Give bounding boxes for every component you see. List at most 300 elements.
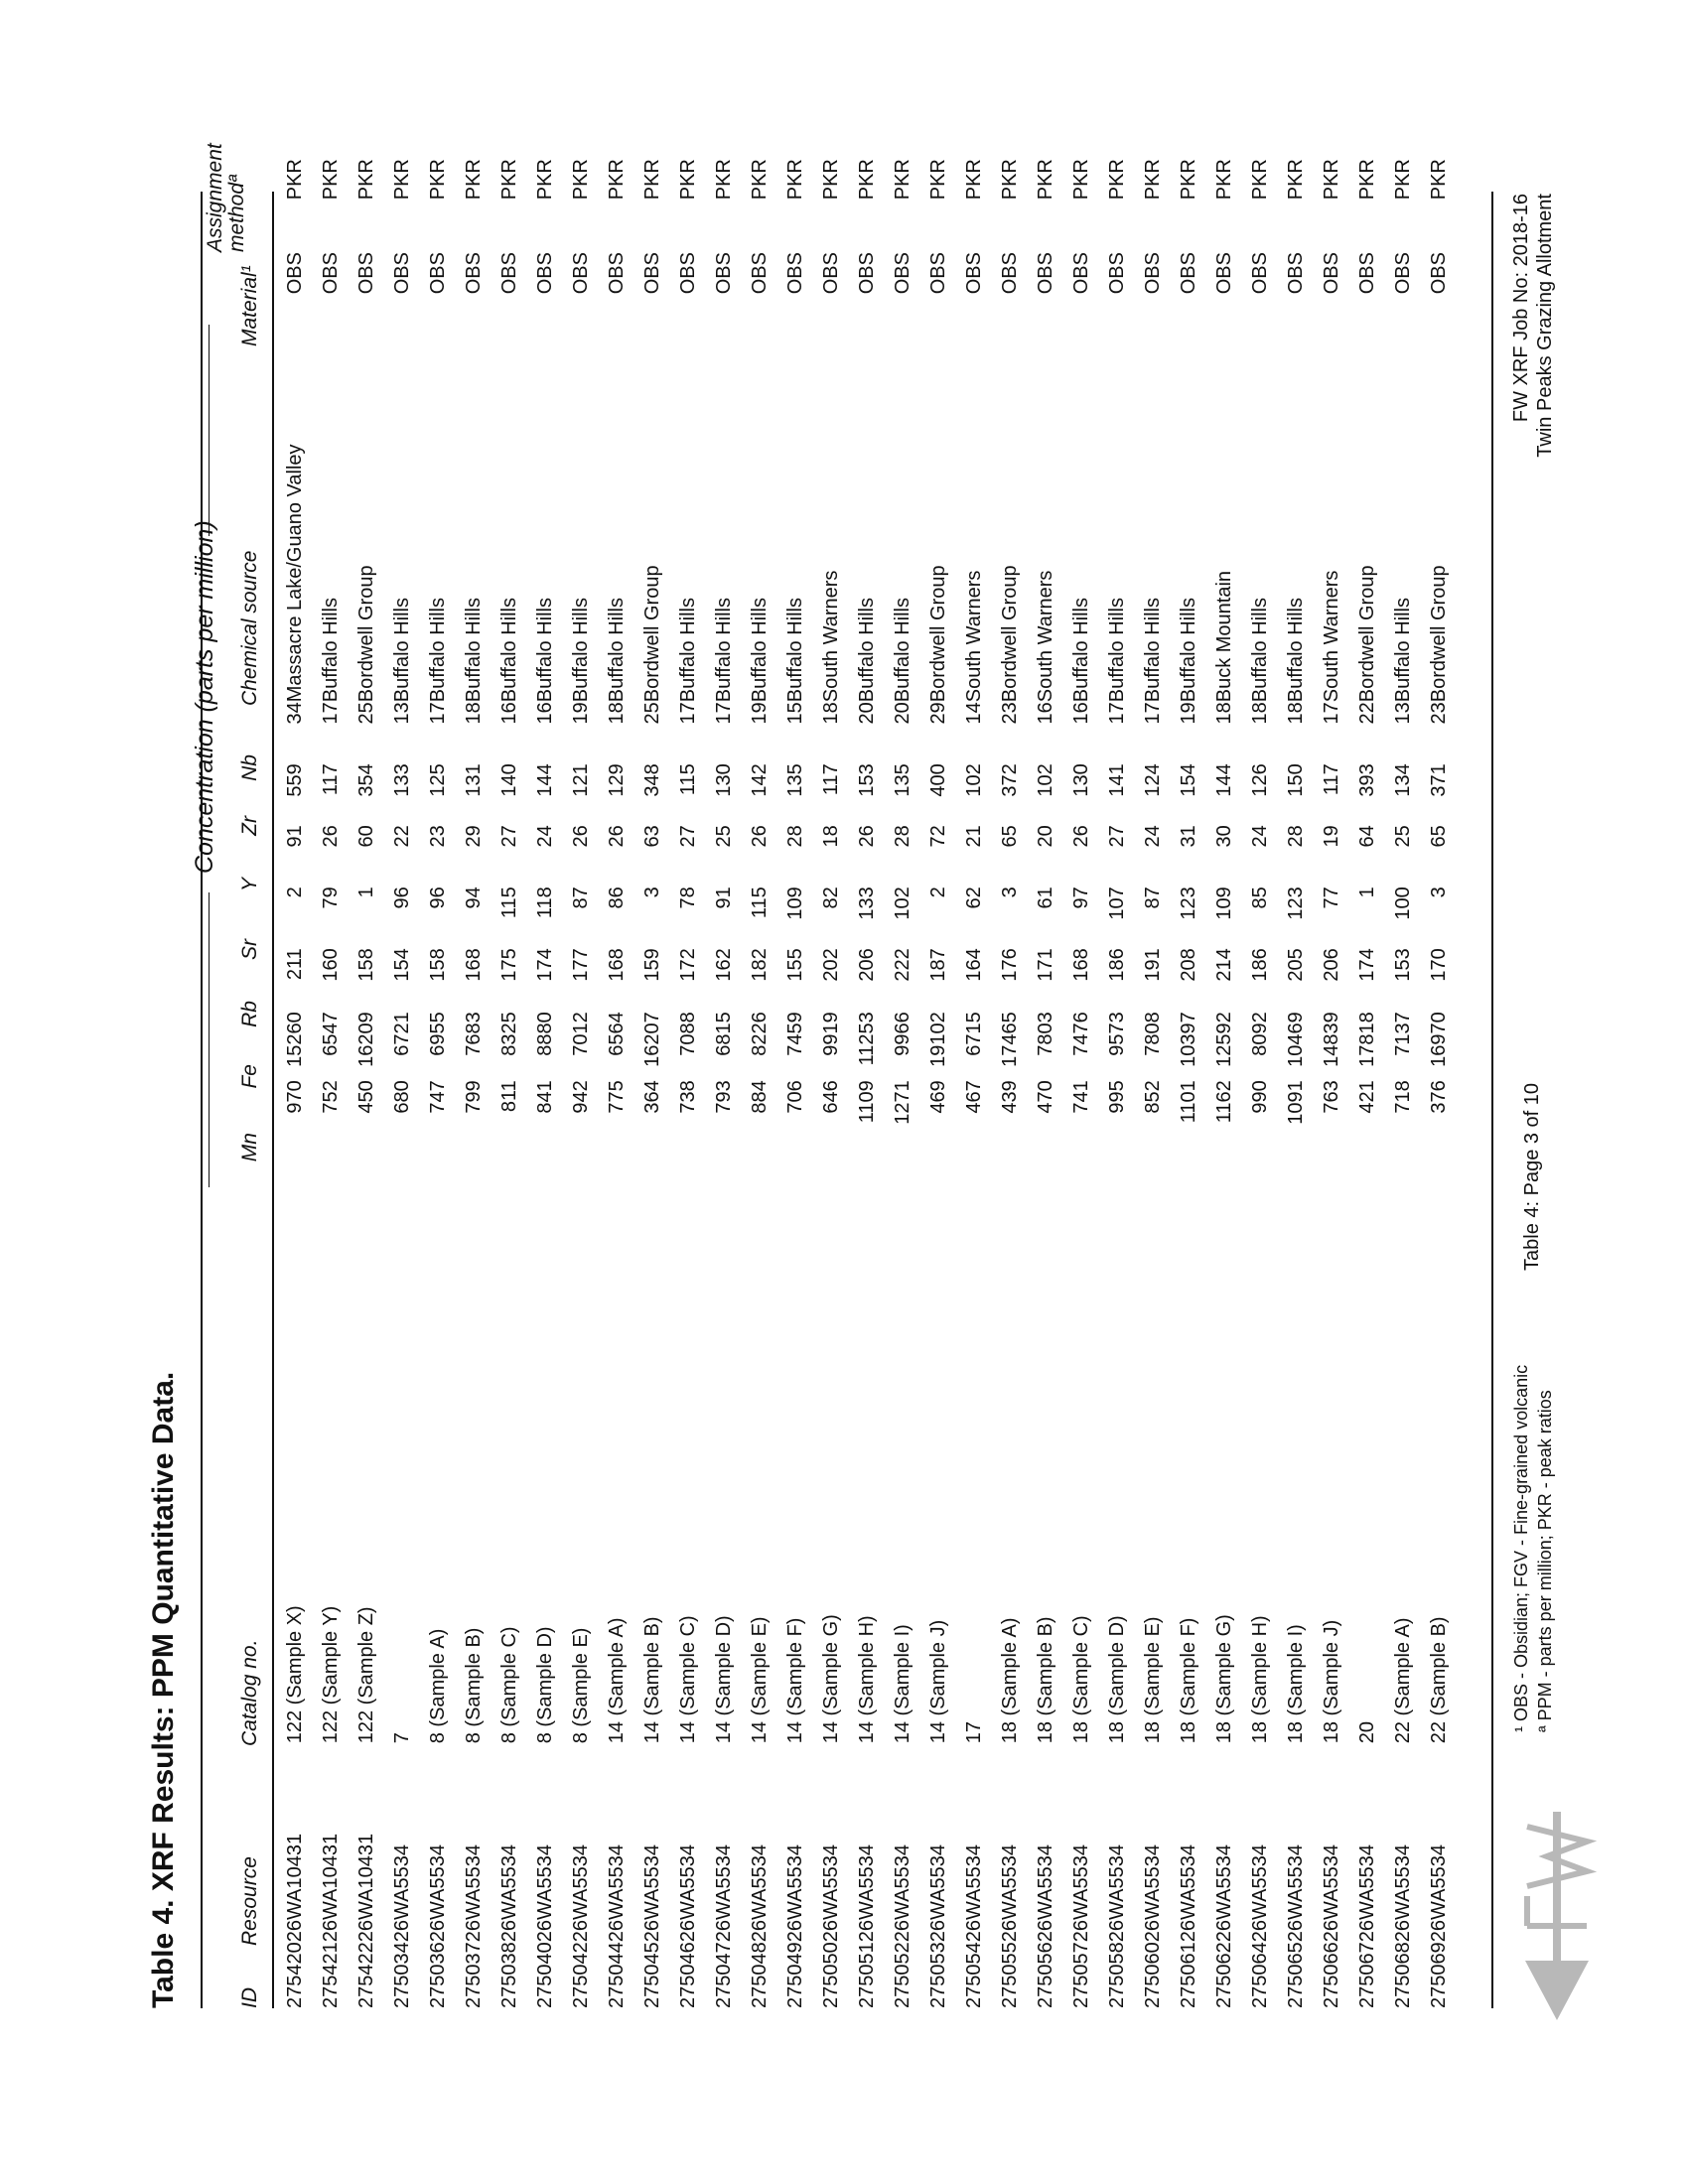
cell-fe: 6815: [712, 1012, 735, 1056]
cell-material: OBS: [1105, 252, 1128, 295]
cell-chemical-source: Buffalo Hills: [569, 598, 592, 703]
cell-material: OBS: [676, 252, 699, 295]
cell-zr: 125: [426, 763, 449, 797]
table-row: [1314, 140, 1349, 2008]
cell-catalog: 18 (Sample D): [1105, 1615, 1128, 1744]
cell-sr: 1: [354, 887, 377, 898]
cell-assignment-method: PKR: [1069, 159, 1092, 201]
table-row: [885, 140, 920, 2008]
cell-zr: 142: [748, 763, 771, 797]
header-resource: Resource: [238, 1856, 261, 1946]
cell-assignment-method: PKR: [283, 159, 306, 201]
cell-id: 275042: [569, 1942, 592, 2008]
cell-rb: 214: [1212, 948, 1235, 982]
cell-zr: 153: [855, 763, 878, 797]
cell-catalog: 18 (Sample A): [998, 1617, 1021, 1744]
cell-sr: 87: [569, 887, 592, 909]
cell-id: 275045: [640, 1942, 663, 2008]
cell-mn: 1109: [855, 1080, 878, 1124]
table-row: [992, 140, 1028, 2008]
cell-chemical-source: Buck Mountain: [1212, 570, 1235, 703]
cell-y: 25: [712, 825, 735, 848]
cell-mn: 718: [1391, 1080, 1414, 1114]
cell-catalog: 18 (Sample J): [1320, 1619, 1342, 1744]
cell-id: 275053: [926, 1942, 949, 2008]
cell-chemical-source: Buffalo Hills: [855, 598, 878, 703]
cell-catalog: 14 (Sample F): [783, 1617, 806, 1744]
table-row: [563, 140, 599, 2008]
cell-sr: 61: [1034, 887, 1056, 909]
cell-assignment-method: PKR: [1105, 159, 1128, 201]
cell-id: 275051: [855, 1942, 878, 2008]
top-rule: [201, 192, 203, 2008]
cell-catalog: 18 (Sample G): [1212, 1614, 1235, 1744]
cell-material: OBS: [926, 252, 949, 295]
cell-assignment-method: PKR: [1427, 159, 1450, 201]
cell-nb: 22: [1355, 702, 1378, 725]
table-row: [1206, 140, 1242, 2008]
cell-material: OBS: [712, 252, 735, 295]
cell-catalog: 18 (Sample B): [1034, 1616, 1056, 1744]
cell-mn: 738: [676, 1080, 699, 1114]
cell-id: 275046: [676, 1942, 699, 2008]
cell-sr: 96: [390, 887, 413, 909]
cell-sr: 2: [926, 887, 949, 898]
header-id: ID: [238, 1987, 261, 2008]
cell-mn: 680: [390, 1080, 413, 1114]
table-row: [813, 140, 849, 2008]
cell-assignment-method: PKR: [1177, 159, 1199, 201]
cell-zr: 124: [1141, 763, 1164, 797]
cell-fe: 16209: [354, 1012, 377, 1067]
cell-nb: 13: [390, 702, 413, 725]
cell-assignment-method: PKR: [1391, 159, 1414, 201]
table-row: [670, 140, 706, 2008]
cell-y: 30: [1212, 825, 1235, 848]
cell-resource: 26WA5534: [998, 1844, 1021, 1943]
cell-material: OBS: [1069, 252, 1092, 295]
cell-y: 27: [497, 825, 520, 848]
cell-y: 26: [748, 825, 771, 848]
cell-catalog: 14 (Sample H): [855, 1615, 878, 1744]
cell-y: 27: [1105, 825, 1128, 848]
table-row: [956, 140, 992, 2008]
cell-chemical-source: Buffalo Hills: [533, 598, 556, 703]
cell-y: 18: [819, 825, 842, 848]
cell-catalog: 14 (Sample E): [748, 1616, 771, 1744]
fw-logo: [1517, 1772, 1597, 2020]
logo-arrow-left: [1525, 1961, 1589, 2020]
cell-catalog: 8 (Sample A): [426, 1628, 449, 1744]
header-sr: Sr: [238, 939, 261, 960]
cell-resource: 26WA5534: [1034, 1844, 1056, 1943]
cell-fe: 7808: [1141, 1012, 1164, 1056]
cell-assignment-method: PKR: [533, 159, 556, 201]
cell-sr: 107: [1105, 887, 1128, 920]
cell-catalog: 14 (Sample B): [640, 1616, 663, 1744]
cell-fe: 8880: [533, 1012, 556, 1056]
cell-fe: 7459: [783, 1012, 806, 1056]
cell-y: 65: [998, 825, 1021, 848]
cell-id: 275062: [1212, 1942, 1235, 2008]
cell-sr: 100: [1391, 887, 1414, 920]
cell-y: 29: [462, 825, 485, 848]
cell-catalog: 18 (Sample E): [1141, 1616, 1164, 1744]
cell-chemical-source: Buffalo Hills: [712, 598, 735, 703]
cell-id: 275421: [319, 1942, 342, 2008]
cell-resource: 26WA5534: [712, 1844, 735, 1943]
cell-zr: 141: [1105, 763, 1128, 797]
cell-rb: 222: [891, 948, 914, 982]
cell-y: 26: [569, 825, 592, 848]
cell-fe: 6721: [390, 1012, 413, 1056]
cell-resource: 26WA5534: [605, 1844, 628, 1943]
cell-mn: 469: [926, 1080, 949, 1114]
cell-zr: 372: [998, 763, 1021, 797]
cell-sr: 3: [998, 887, 1021, 898]
table-row: [706, 140, 742, 2008]
table-row: [420, 140, 456, 2008]
cell-nb: 17: [676, 702, 699, 725]
cell-rb: 205: [1284, 948, 1307, 982]
cell-assignment-method: PKR: [1212, 159, 1235, 201]
cell-nb: 18: [1212, 702, 1235, 725]
cell-fe: 16207: [640, 1012, 663, 1067]
cell-fe: 16970: [1427, 1012, 1450, 1067]
table-row: [456, 140, 492, 2008]
cell-material: OBS: [998, 252, 1021, 295]
cell-material: OBS: [891, 252, 914, 295]
cell-zr: 133: [390, 763, 413, 797]
cell-chemical-source: Bordwell Group: [1355, 565, 1378, 703]
cell-fe: 9966: [891, 1012, 914, 1056]
cell-sr: 2: [283, 887, 306, 898]
cell-chemical-source: Buffalo Hills: [462, 598, 485, 703]
cell-material: OBS: [426, 252, 449, 295]
cell-resource: 26WA10431: [283, 1833, 306, 1943]
cell-id: 275068: [1391, 1942, 1414, 2008]
cell-zr: 115: [676, 763, 699, 796]
cell-catalog: 18 (Sample C): [1069, 1615, 1092, 1744]
cell-rb: 186: [1105, 948, 1128, 982]
cell-zr: 102: [962, 763, 985, 797]
table-body: [277, 140, 1457, 2008]
cell-resource: 26WA5534: [1284, 1844, 1307, 1943]
cell-rb: 168: [605, 948, 628, 982]
cell-id: 275069: [1427, 1942, 1450, 2008]
cell-id: 275036: [426, 1942, 449, 2008]
cell-fe: 7137: [1391, 1012, 1414, 1056]
cell-nb: 18: [819, 702, 842, 725]
cell-material: OBS: [962, 252, 985, 295]
cell-mn: 775: [605, 1080, 628, 1114]
cell-catalog: 14 (Sample I): [891, 1624, 914, 1744]
cell-fe: 15260: [283, 1012, 306, 1067]
cell-sr: 78: [676, 887, 699, 909]
cell-nb: 19: [1177, 702, 1199, 725]
cell-resource: 26WA5534: [1069, 1844, 1092, 1943]
cell-id: 275038: [497, 1942, 520, 2008]
footer-job-number: FW XRF Job No: 2018-16: [1510, 194, 1532, 423]
cell-chemical-source: Buffalo Hills: [390, 598, 413, 703]
cell-material: OBS: [855, 252, 878, 295]
cell-sr: 3: [1427, 887, 1450, 898]
cell-material: OBS: [462, 252, 485, 295]
cell-resource: 26WA5534: [1212, 1844, 1235, 1943]
cell-rb: 211: [283, 948, 306, 981]
cell-zr: 126: [1248, 763, 1271, 797]
cell-zr: 400: [926, 763, 949, 797]
cell-chemical-source: Buffalo Hills: [1141, 598, 1164, 703]
cell-zr: 144: [1212, 763, 1235, 797]
cell-rb: 168: [462, 948, 485, 982]
cell-fe: 7683: [462, 1012, 485, 1056]
cell-catalog: 122 (Sample Z): [354, 1606, 377, 1744]
cell-zr: 371: [1427, 763, 1450, 797]
cell-sr: 62: [962, 887, 985, 909]
cell-zr: 117: [1320, 763, 1342, 796]
cell-fe: 10397: [1177, 1012, 1199, 1067]
header-rule: [272, 192, 274, 2008]
cell-zr: 348: [640, 763, 663, 797]
table-row: [599, 140, 634, 2008]
cell-mn: 990: [1248, 1080, 1271, 1114]
cell-chemical-source: Buffalo Hills: [1069, 598, 1092, 703]
cell-mn: 421: [1355, 1080, 1378, 1114]
cell-nb: 18: [462, 702, 485, 725]
cell-rb: 170: [1427, 948, 1450, 982]
cell-sr: 123: [1284, 887, 1307, 920]
cell-mn: 747: [426, 1080, 449, 1114]
cell-fe: 7476: [1069, 1012, 1092, 1056]
cell-id: 275044: [605, 1942, 628, 2008]
cell-material: OBS: [1355, 252, 1378, 295]
cell-mn: 811: [497, 1080, 520, 1113]
header-rb: Rb: [238, 1001, 261, 1027]
cell-zr: 131: [462, 763, 485, 797]
cell-material: OBS: [390, 252, 413, 295]
cell-material: OBS: [354, 252, 377, 295]
cell-mn: 467: [962, 1080, 985, 1114]
cell-chemical-source: Buffalo Hills: [1284, 598, 1307, 703]
cell-nb: 29: [926, 702, 949, 725]
cell-fe: 12592: [1212, 1012, 1235, 1067]
cell-mn: 752: [319, 1080, 342, 1114]
cell-id: 275054: [962, 1942, 985, 2008]
cell-id: 275048: [748, 1942, 771, 2008]
cell-sr: 115: [748, 887, 771, 919]
table-row: [1135, 140, 1171, 2008]
cell-catalog: 18 (Sample F): [1177, 1617, 1199, 1744]
cell-material: OBS: [1177, 252, 1199, 295]
cell-mn: 1101: [1177, 1080, 1199, 1124]
cell-id: 275420: [283, 1942, 306, 2008]
cell-resource: 26WA5534: [640, 1844, 663, 1943]
cell-resource: 26WA5534: [962, 1844, 985, 1943]
cell-material: OBS: [1212, 252, 1235, 295]
cell-catalog: 14 (Sample A): [605, 1617, 628, 1744]
cell-rb: 158: [354, 948, 377, 982]
header-assignment-line2: methodª: [225, 175, 248, 252]
cell-sr: 109: [783, 887, 806, 920]
cell-fe: 6547: [319, 1012, 342, 1056]
cell-id: 275067: [1355, 1942, 1378, 2008]
cell-mn: 763: [1320, 1080, 1342, 1114]
cell-y: 26: [319, 825, 342, 848]
cell-id: 275047: [712, 1942, 735, 2008]
cell-mn: 364: [640, 1080, 663, 1114]
cell-fe: 11253: [855, 1012, 878, 1066]
table-row: [1349, 140, 1385, 2008]
cell-zr: 559: [283, 763, 306, 797]
cell-nb: 17: [1320, 702, 1342, 725]
footnote-ppm: ª PPM - parts per million; PKR - peak ratios: [1535, 1390, 1555, 1732]
cell-chemical-source: Buffalo Hills: [1391, 598, 1414, 703]
cell-assignment-method: PKR: [1248, 159, 1271, 201]
footnotes: [1509, 1365, 1557, 1732]
cell-mn: 942: [569, 1080, 592, 1114]
cell-nb: 17: [426, 702, 449, 725]
cell-fe: 14839: [1320, 1012, 1342, 1067]
cell-fe: 17465: [998, 1012, 1021, 1067]
cell-rb: 175: [497, 948, 520, 982]
cell-assignment-method: PKR: [891, 159, 914, 201]
cell-zr: 154: [1177, 763, 1199, 797]
cell-y: 72: [926, 825, 949, 848]
cell-sr: 87: [1141, 887, 1164, 909]
cell-resource: 26WA5534: [1427, 1844, 1450, 1943]
cell-assignment-method: PKR: [497, 159, 520, 201]
cell-id: 275060: [1141, 1942, 1164, 2008]
cell-id: 275037: [462, 1942, 485, 2008]
cell-chemical-source: South Warners: [819, 570, 842, 703]
cell-nb: 20: [891, 702, 914, 725]
cell-material: OBS: [605, 252, 628, 295]
cell-fe: 8325: [497, 1012, 520, 1056]
cell-material: OBS: [748, 252, 771, 295]
cell-chemical-source: Buffalo Hills: [1177, 598, 1199, 703]
cell-mn: 884: [748, 1080, 771, 1114]
cell-chemical-source: South Warners: [1034, 570, 1056, 703]
cell-resource: 26WA10431: [354, 1833, 377, 1943]
cell-sr: 85: [1248, 887, 1271, 909]
cell-nb: 19: [569, 702, 592, 725]
cell-nb: 18: [1284, 702, 1307, 725]
cell-nb: 17: [1105, 702, 1128, 725]
concentration-label: Concentration (parts per million): [191, 520, 218, 874]
table-row: [527, 140, 563, 2008]
cell-id: 275066: [1320, 1942, 1342, 2008]
cell-zr: 129: [605, 763, 628, 797]
cell-material: OBS: [1141, 252, 1164, 295]
cell-id: 275064: [1248, 1942, 1271, 2008]
cell-assignment-method: PKR: [783, 159, 806, 201]
cell-zr: 144: [533, 763, 556, 797]
cell-catalog: 17: [962, 1721, 985, 1744]
cell-nb: 17: [1141, 702, 1164, 725]
cell-zr: 117: [319, 763, 342, 796]
cell-assignment-method: PKR: [1355, 159, 1378, 201]
cell-nb: 18: [605, 702, 628, 725]
cell-nb: 16: [533, 702, 556, 725]
cell-y: 63: [640, 825, 663, 848]
cell-material: OBS: [533, 252, 556, 295]
cell-resource: 26WA10431: [319, 1833, 342, 1943]
cell-rb: 174: [1355, 948, 1378, 982]
cell-nb: 23: [1427, 702, 1450, 725]
table-row: [277, 140, 313, 2008]
page-label: Table 4: Page 3 of 10: [1521, 1082, 1543, 1271]
header-catalog: Catalog no.: [238, 1639, 261, 1746]
footnote-material: ¹ OBS - Obsidian; FGV - Fine-grained volcanic: [1511, 1364, 1531, 1732]
cell-sr: 97: [1069, 887, 1092, 909]
cell-chemical-source: Buffalo Hills: [891, 598, 914, 703]
cell-y: 28: [783, 825, 806, 848]
cell-resource: 26WA5534: [819, 1844, 842, 1943]
cell-chemical-source: Bordwell Group: [354, 565, 377, 703]
cell-nb: 17: [712, 702, 735, 725]
cell-catalog: 14 (Sample C): [676, 1615, 699, 1744]
cell-rb: 208: [1177, 948, 1199, 982]
header-mn: Mn: [238, 1133, 261, 1162]
cell-y: 27: [676, 825, 699, 848]
table-row: [1099, 140, 1135, 2008]
cell-material: OBS: [1248, 252, 1271, 295]
footer-info: [1509, 194, 1557, 458]
cell-resource: 26WA5534: [676, 1844, 699, 1943]
cell-rb: 172: [676, 948, 699, 982]
cell-resource: 26WA5534: [748, 1844, 771, 1943]
cell-chemical-source: Buffalo Hills: [319, 598, 342, 703]
cell-nb: 18: [1248, 702, 1271, 725]
table-row: [1242, 140, 1278, 2008]
cell-nb: 23: [998, 702, 1021, 725]
cell-fe: 6955: [426, 1012, 449, 1056]
cell-rb: 160: [319, 948, 342, 982]
cell-mn: 793: [712, 1080, 735, 1114]
header-y: Y: [238, 878, 261, 892]
cell-fe: 6715: [962, 1012, 985, 1056]
cell-assignment-method: PKR: [1284, 159, 1307, 201]
cell-zr: 393: [1355, 763, 1378, 797]
cell-assignment-method: PKR: [354, 159, 377, 201]
cell-mn: 799: [462, 1080, 485, 1114]
cell-y: 25: [1391, 825, 1414, 848]
cell-id: 275061: [1177, 1942, 1199, 2008]
table-row: [384, 140, 420, 2008]
cell-y: 91: [283, 825, 306, 848]
cell-id: 275052: [891, 1942, 914, 2008]
cell-sr: 82: [819, 887, 842, 909]
header-fe: Fe: [238, 1064, 261, 1089]
cell-fe: 17818: [1355, 1012, 1378, 1067]
cell-fe: 7803: [1034, 1012, 1056, 1056]
cell-zr: 150: [1284, 763, 1307, 797]
cell-nb: 16: [1034, 702, 1056, 725]
table-row: [349, 140, 384, 2008]
cell-rb: 174: [533, 948, 556, 982]
cell-zr: 134: [1391, 763, 1414, 797]
cell-mn: 841: [533, 1080, 556, 1114]
cell-catalog: 7: [390, 1732, 413, 1744]
cell-chemical-source: Bordwell Group: [640, 565, 663, 703]
cell-rb: 155: [783, 948, 806, 982]
cell-assignment-method: PKR: [390, 159, 413, 201]
cell-catalog: 18 (Sample H): [1248, 1615, 1271, 1744]
cell-mn: 706: [783, 1080, 806, 1114]
table-row: [742, 140, 777, 2008]
cell-assignment-method: PKR: [605, 159, 628, 201]
